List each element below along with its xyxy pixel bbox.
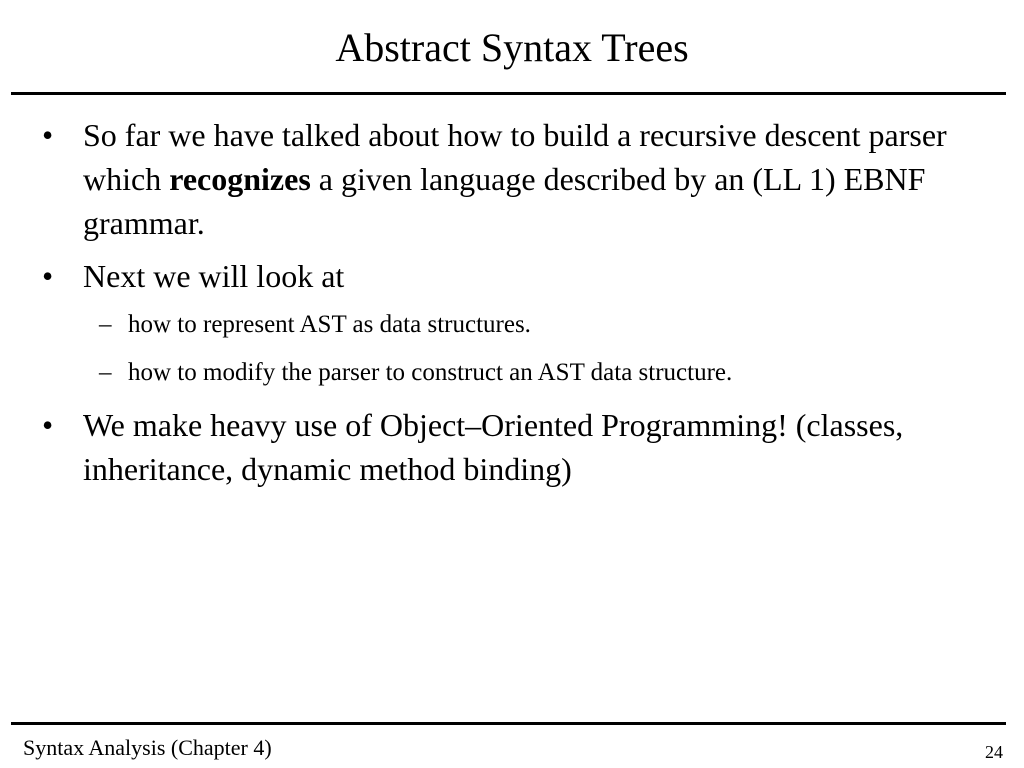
slide-body (42, 113, 1002, 500)
bullet-text: We make heavy use of Object–Oriented Programming! (classes, inheritance, dynamic method binding) (83, 407, 904, 487)
bullet-text (83, 117, 947, 241)
bullet-text-start: So far we have talked about how to build a recursive descent parser which (83, 117, 947, 197)
slide-title: Abstract Syntax Trees (335, 25, 689, 70)
bullet-glyph: • (42, 117, 54, 153)
footer-divider (11, 722, 1006, 725)
bullet-item-1 (42, 113, 1002, 245)
footer-chapter-label: Syntax Analysis (Chapter 4) (23, 735, 272, 760)
subbullet-dash: – (99, 359, 112, 386)
subbullet-text: how to represent AST as data structures. (128, 311, 531, 338)
bullet-text: Next we will look at (83, 258, 345, 294)
bullet-item-2 (42, 254, 1002, 298)
bullet-item-3 (42, 403, 1002, 491)
subbullet-dash: – (99, 311, 112, 338)
bullet-glyph: • (42, 258, 54, 294)
title-divider (11, 92, 1006, 95)
subbullet-text: how to modify the parser to construct an AST data structure. (128, 359, 733, 386)
emphasis-recognizes: recognizes (169, 161, 311, 197)
subbullet-item-2 (42, 355, 1002, 391)
page-number: 24 (985, 742, 1003, 762)
bullet-text-end: a given language described by an (LL 1) EBNF grammar. (83, 161, 926, 241)
subbullet-item-1 (42, 307, 1002, 343)
bullet-glyph: • (42, 407, 54, 443)
